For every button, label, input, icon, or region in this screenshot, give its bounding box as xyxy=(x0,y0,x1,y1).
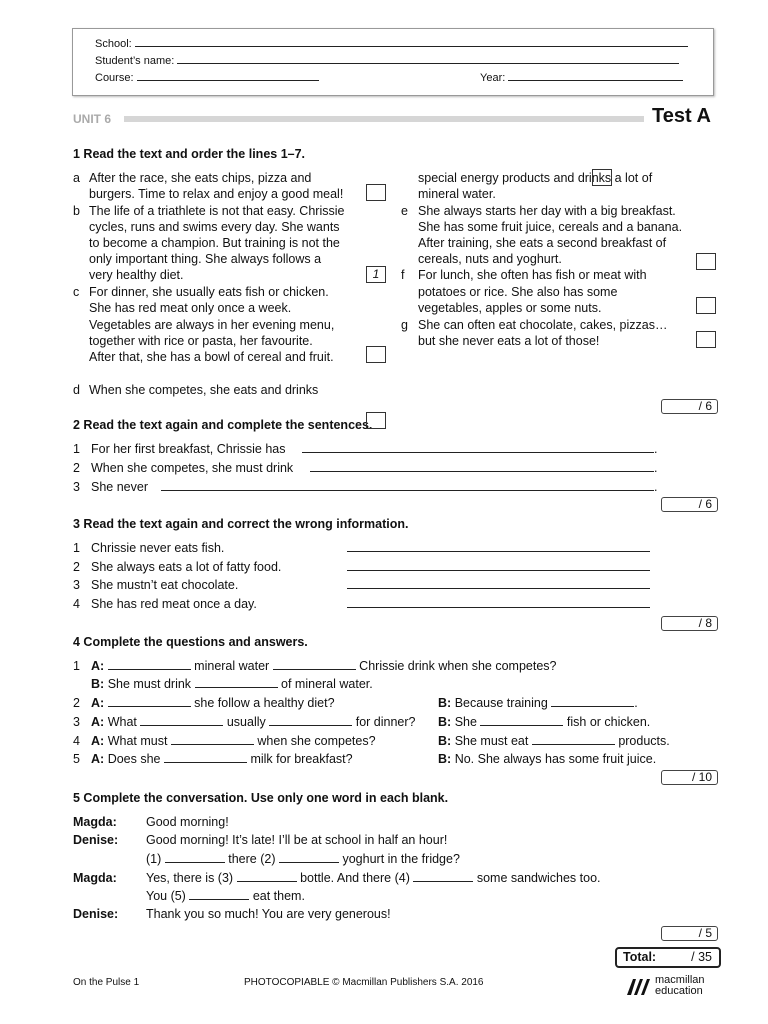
ex1-f-letter: f xyxy=(401,268,405,282)
ex5-blank[interactable] xyxy=(165,852,225,863)
ex3-answer-line[interactable] xyxy=(347,541,650,555)
ex4-blank[interactable] xyxy=(269,715,352,726)
ex1-f-line: For lunch, she often has fish or meat with xyxy=(418,268,647,282)
ex3-title: 3 Read the text again and correct the wrong information. xyxy=(73,517,409,531)
ex4-speaker-a: A: xyxy=(91,715,105,729)
unit-label: UNIT 6 xyxy=(73,112,112,126)
ex1-d-cont-line: special energy products and drinks a lot of xyxy=(418,171,653,185)
ex5-blank[interactable] xyxy=(413,871,473,882)
ex2-answer-line[interactable]: . xyxy=(302,442,657,456)
ex4-row-1b xyxy=(91,677,373,691)
ex1-d-letter: d xyxy=(73,383,80,397)
ex5-blank[interactable] xyxy=(279,852,339,863)
school-label: School: xyxy=(95,38,132,50)
ex2-item-num: 2 xyxy=(73,461,80,475)
ex4-blank[interactable] xyxy=(164,752,247,763)
school-field[interactable] xyxy=(95,36,688,50)
ex2-item xyxy=(91,480,148,494)
ex5-blank[interactable] xyxy=(237,871,297,882)
ex5-text: there (2) xyxy=(228,852,276,866)
ex1-a-letter: a xyxy=(73,171,80,185)
ex5-line: Good morning! xyxy=(146,815,229,829)
ex4-speaker-b: B: xyxy=(438,696,452,710)
ex2-score: / 6 xyxy=(661,497,718,512)
ex4-blank[interactable] xyxy=(273,659,356,670)
ex5-text: some sandwiches too. xyxy=(476,871,601,885)
ex4-speaker-a: A: xyxy=(91,696,105,710)
ex1-g-line: but she never eats a lot of those! xyxy=(418,334,600,348)
ex4-speaker-b: B: xyxy=(438,715,452,729)
ex3-item-text: She has red meat once a day. xyxy=(91,597,257,611)
ex5-speaker: Denise: xyxy=(73,833,119,847)
ex4-text: No. She always has some fruit juice. xyxy=(454,752,657,766)
ex4-row-2-answer xyxy=(438,696,638,710)
ex4-row-5-answer xyxy=(438,752,656,766)
ex1-d-answer-box[interactable] xyxy=(592,169,612,186)
course-field[interactable] xyxy=(95,70,319,84)
footer-copyright: PHOTOCOPIABLE © Macmillan Publishers S.A. 2016 xyxy=(244,977,484,988)
school-line[interactable] xyxy=(135,36,688,47)
ex1-d-cont-line: mineral water. xyxy=(418,187,496,201)
ex4-row-5 xyxy=(73,752,353,766)
ex4-blank[interactable] xyxy=(108,696,191,707)
ex1-b-letter: b xyxy=(73,204,80,218)
ex1-d-line: When she competes, she eats and drinks xyxy=(89,383,319,397)
ex1-c-answer-box[interactable] xyxy=(366,346,386,363)
ex4-speaker-a: A: xyxy=(91,659,105,673)
ex2-item xyxy=(91,461,293,475)
ex4-row-1a xyxy=(73,659,557,673)
ex5-score: / 5 xyxy=(661,926,718,941)
ex5-text: You (5) xyxy=(146,889,186,903)
ex5-line xyxy=(146,889,305,903)
ex5-text: eat them. xyxy=(252,889,305,903)
ex4-speaker-a: A: xyxy=(91,734,105,748)
ex3-answer-line[interactable] xyxy=(347,560,650,574)
ex1-e-line: She has some fruit juice, cereals and a banana. xyxy=(418,220,683,234)
ex4-text: she follow a healthy diet? xyxy=(194,696,335,710)
ex4-blank[interactable] xyxy=(108,659,191,670)
ex1-c-letter: c xyxy=(73,285,80,299)
ex1-b-line: very healthy diet. xyxy=(89,268,184,282)
ex4-blank[interactable] xyxy=(140,715,223,726)
ex3-item-num: 3 xyxy=(73,578,80,592)
ex1-title: 1 Read the text and order the lines 1–7. xyxy=(73,147,306,161)
ex4-num: 3 xyxy=(73,715,80,729)
ex3-item-text: Chrissie never eats fish. xyxy=(91,541,225,555)
total-score-box xyxy=(615,947,721,968)
ex4-row-3-answer xyxy=(438,715,650,729)
ex1-e-line: She always starts her day with a big breakfast. xyxy=(418,204,676,218)
ex1-g-letter: g xyxy=(401,318,408,332)
ex1-e-line: cereals, nuts and yoghurt. xyxy=(418,252,562,266)
ex3-item-text: She mustn’t eat chocolate. xyxy=(91,578,239,592)
ex1-e-line: After training, she eats a second breakfast of xyxy=(418,236,667,250)
ex2-answer-line[interactable]: . xyxy=(161,480,657,494)
ex1-g-answer-box[interactable] xyxy=(696,331,716,348)
ex5-speaker: Magda: xyxy=(73,815,117,829)
ex4-text: Because training xyxy=(454,696,548,710)
ex2-item xyxy=(91,442,286,456)
ex5-line: Thank you so much! You are very generous! xyxy=(146,907,391,921)
ex4-num: 5 xyxy=(73,752,80,766)
ex1-f-line: potatoes or rice. She also has some xyxy=(418,285,618,299)
ex1-c-line: together with rice or pasta, her favourite. xyxy=(89,334,313,348)
ex1-f-answer-box[interactable] xyxy=(696,297,716,314)
ex1-c-line: After that, she has a bowl of cereal and fruit. xyxy=(89,350,334,364)
ex1-a-line: burgers. Time to relax and enjoy a good meal! xyxy=(89,187,344,201)
ex4-row-2 xyxy=(73,696,335,710)
ex5-line xyxy=(146,852,460,866)
ex4-text: for dinner? xyxy=(355,715,416,729)
ex3-answer-line[interactable] xyxy=(347,578,650,592)
ex5-speaker: Magda: xyxy=(73,871,117,885)
ex4-text: Chrissie drink when she competes? xyxy=(359,659,557,673)
unit-divider xyxy=(124,116,644,122)
ex4-row-4 xyxy=(73,734,376,748)
ex1-f-line: vegetables, apples or some nuts. xyxy=(418,301,602,315)
ex1-d-answer-box-2[interactable] xyxy=(366,412,386,429)
ex4-speaker-a: A: xyxy=(91,752,105,766)
year-line[interactable] xyxy=(508,70,683,81)
ex3-item-num: 4 xyxy=(73,597,80,611)
ex4-num: 1 xyxy=(73,659,80,673)
ex4-text: of mineral water. xyxy=(281,677,373,691)
macmillan-logo-icon xyxy=(626,975,652,997)
ex4-num: 2 xyxy=(73,696,80,710)
ex2-item-num: 1 xyxy=(73,442,80,456)
student-name-label: Student’s name: xyxy=(95,55,175,67)
ex1-b-line: only important thing. She always follows a xyxy=(89,252,322,266)
ex2-item-text: For her first breakfast, Chrissie has xyxy=(91,442,286,456)
ex4-num: 4 xyxy=(73,734,80,748)
ex1-score: / 6 xyxy=(661,399,718,414)
ex4-text: fish or chicken. xyxy=(566,715,651,729)
test-title: Test A xyxy=(652,105,711,127)
ex3-item-num: 2 xyxy=(73,560,80,574)
ex4-speaker-b: B: xyxy=(91,677,105,691)
ex1-b-line: to become a champion. But training is not the xyxy=(89,236,340,250)
ex1-c-line: She has red meat only once a week. xyxy=(89,301,292,315)
ex4-text: She must drink xyxy=(107,677,192,691)
ex1-b-answer-box[interactable]: 1 xyxy=(366,266,386,283)
ex4-text: . xyxy=(634,696,638,710)
ex2-item-text: She never xyxy=(91,480,148,494)
ex4-row-3 xyxy=(73,715,416,729)
ex4-text: What xyxy=(107,715,137,729)
ex1-g-line: She can often eat chocolate, cakes, pizzas… xyxy=(418,318,668,332)
ex4-row-4-answer xyxy=(438,734,670,748)
year-field[interactable] xyxy=(480,70,683,84)
ex5-text: yoghurt in the fridge? xyxy=(342,852,460,866)
ex5-text: Yes, there is (3) xyxy=(146,871,234,885)
total-label: Total: xyxy=(623,950,657,964)
ex4-text: Does she xyxy=(107,752,161,766)
ex4-blank[interactable] xyxy=(480,715,563,726)
ex4-text: milk for breakfast? xyxy=(250,752,353,766)
ex3-item-num: 1 xyxy=(73,541,80,555)
ex1-b-line: The life of a triathlete is not that easy. Chrissie xyxy=(89,204,345,218)
ex4-text: mineral water xyxy=(194,659,270,673)
course-label: Course: xyxy=(95,72,134,84)
ex4-text: when she competes? xyxy=(257,734,376,748)
ex4-text: products. xyxy=(618,734,670,748)
total-value: / 35 xyxy=(691,950,712,964)
logo-line-2: education xyxy=(655,985,703,997)
ex4-title: 4 Complete the questions and answers. xyxy=(73,635,308,649)
ex3-score: / 8 xyxy=(661,616,718,631)
ex2-title: 2 Read the text again and complete the sentences. xyxy=(73,418,373,432)
ex4-blank[interactable] xyxy=(532,734,615,745)
ex3-item-text: She always eats a lot of fatty food. xyxy=(91,560,282,574)
ex1-c-line: For dinner, she usually eats fish or chicken. xyxy=(89,285,329,299)
ex5-line: Good morning! It’s late! I’ll be at school in half an hour! xyxy=(146,833,448,847)
ex1-e-answer-box[interactable] xyxy=(696,253,716,270)
ex4-speaker-b: B: xyxy=(438,734,452,748)
ex5-text: bottle. And there (4) xyxy=(300,871,410,885)
ex1-a-line: After the race, she eats chips, pizza and xyxy=(89,171,312,185)
ex4-text: usually xyxy=(226,715,266,729)
footer-book-title: On the Pulse 1 xyxy=(73,977,140,988)
ex3-answer-line[interactable] xyxy=(347,597,650,611)
student-name-field[interactable] xyxy=(95,53,679,67)
ex4-text: What must xyxy=(107,734,168,748)
ex4-blank[interactable] xyxy=(171,734,254,745)
student-name-line[interactable] xyxy=(177,53,679,64)
ex5-speaker: Denise: xyxy=(73,907,119,921)
ex5-title: 5 Complete the conversation. Use only one word in each blank. xyxy=(73,791,449,805)
year-label: Year: xyxy=(480,72,506,84)
ex2-item-text: When she competes, she must drink xyxy=(91,461,294,475)
ex5-blank[interactable] xyxy=(189,889,249,900)
ex4-text: She must eat xyxy=(454,734,529,748)
ex1-b-line: cycles, runs and swims every day. She wants xyxy=(89,220,340,234)
ex1-c-line: Vegetables are always in her evening menu, xyxy=(89,318,335,332)
course-line[interactable] xyxy=(137,70,319,81)
ex5-line xyxy=(146,871,601,885)
ex4-blank[interactable] xyxy=(195,677,278,688)
ex4-score: / 10 xyxy=(661,770,718,785)
ex2-answer-line[interactable]: . xyxy=(310,461,657,475)
ex2-item-num: 3 xyxy=(73,480,80,494)
macmillan-logo xyxy=(626,975,652,1000)
ex4-speaker-b: B: xyxy=(438,752,452,766)
ex1-a-answer-box[interactable] xyxy=(366,184,386,201)
ex1-e-letter: e xyxy=(401,204,408,218)
ex5-text: (1) xyxy=(146,852,162,866)
logo-line-1: macmillan xyxy=(655,974,705,986)
ex4-text: She xyxy=(454,715,477,729)
macmillan-logo-text xyxy=(655,975,705,997)
ex4-blank[interactable] xyxy=(551,696,634,707)
